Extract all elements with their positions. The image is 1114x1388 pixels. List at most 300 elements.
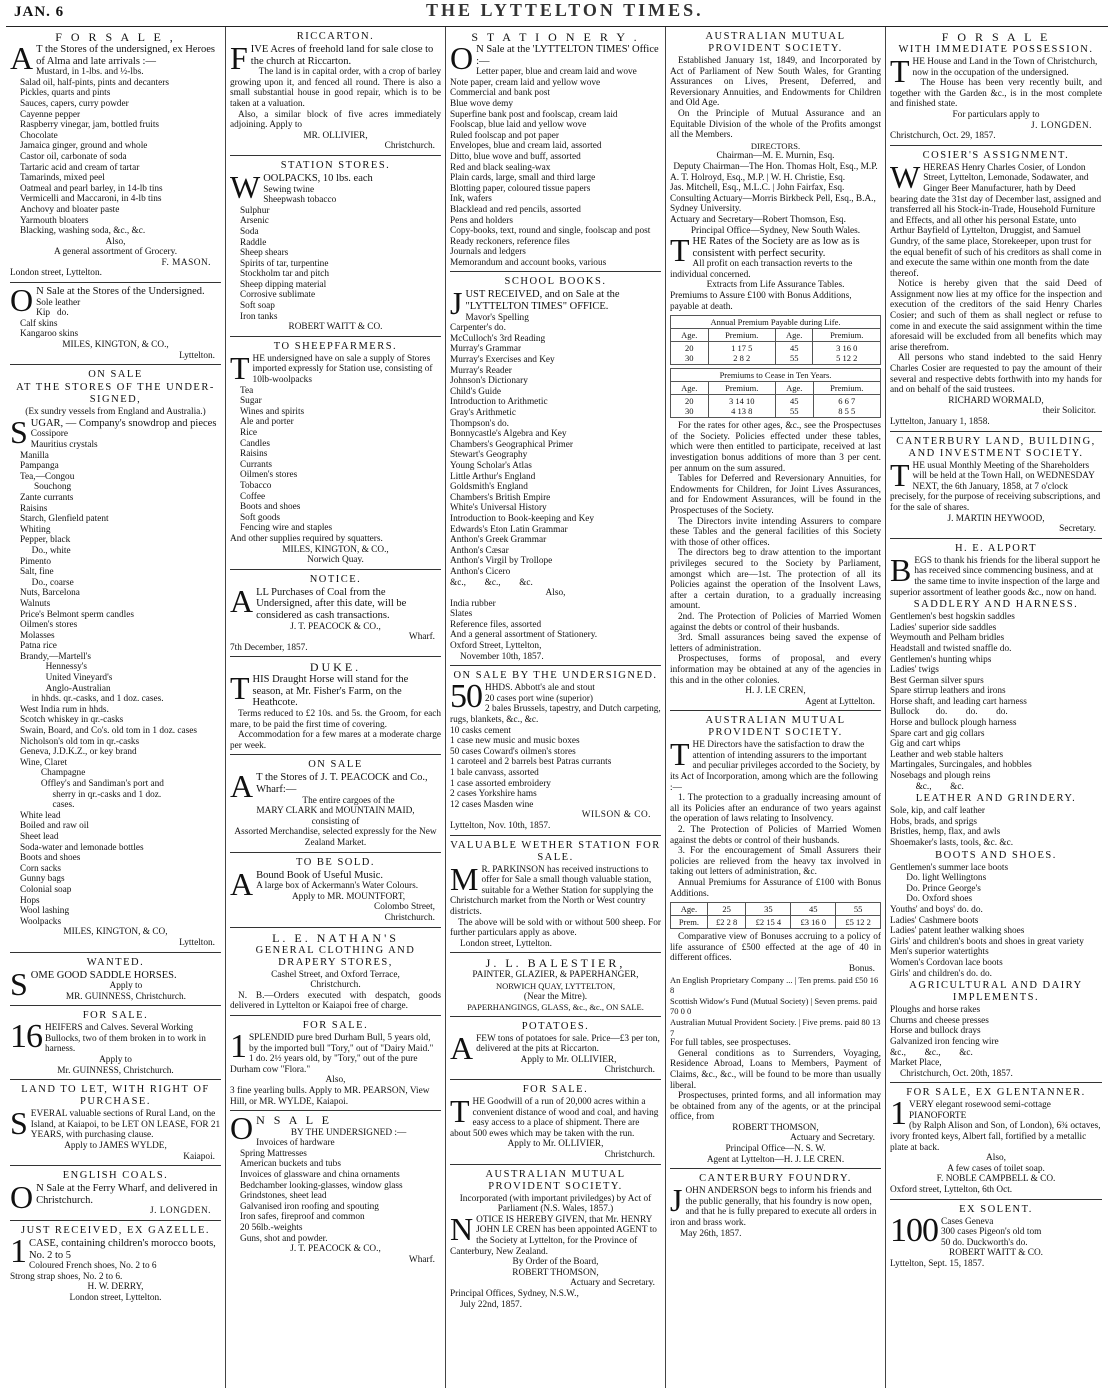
ad-body: (by Ralph Alison and Son, of London), 6¾ octaves, ivory fronted keys, Albert fall, fortified by a metallic plate at back. (890, 1121, 1101, 1153)
drop-cap: B (890, 551, 912, 588)
list-item: Sugar (240, 396, 262, 407)
list-item: Souchong (20, 482, 72, 493)
list-item: Bonnycastle's Algebra and Key (450, 429, 567, 440)
ad-location: Oxford street, Lyttelton, 6th Oct. (890, 1185, 1013, 1196)
list-item: Ladies' Cashmere boots (890, 915, 979, 926)
ad-lead: OTICE IS HEREBY GIVEN, that Mr. HENRY JOHN LE CREN has been appointed AGENT to the Society at Lyttelton, for the Province of Canterbury, New Zealand. (450, 1214, 657, 1257)
list-item: Gig and cart whips (890, 739, 961, 750)
ad-lead: CASE, containing children's morocco boots, No. 2 to 5 (29, 1238, 216, 1261)
ad-body: Premiums to Assure £100 with Bonus Additions, payable at death. (670, 291, 852, 312)
list-item: Murray's Grammar (450, 344, 522, 355)
ad-heading: ENGLISH COALS. (62, 1170, 169, 1182)
list-item: Raspberry vinegar, jam, bottled fruits (20, 120, 160, 131)
list-item: Coffee (240, 491, 266, 502)
column-5 (886, 27, 1106, 1388)
ad-line: Colombo Street, (374, 902, 435, 913)
list-item: Ladies' superior side saddles (890, 622, 997, 633)
item-list (890, 863, 1102, 980)
list-item: Ruled foolscap and pot paper (450, 130, 559, 141)
ad-amps-privileges (670, 711, 881, 1169)
ad-peacock-hardware (230, 1111, 441, 1268)
table-cell: Age. (671, 329, 709, 342)
list-item: Copy-books, text, round and single, foolscap and post (450, 226, 651, 237)
ad-body: For full tables, see prospectuses. (670, 1038, 791, 1049)
page-header (6, 2, 1108, 27)
column-1 (6, 27, 226, 1388)
ad-heading: AUSTRALIAN MUTUAL PROVIDENT SOCIETY. (705, 715, 846, 739)
ad-nathan (230, 928, 441, 1016)
list-item: Offley's and Sandiman's port and (20, 779, 164, 789)
ad-building-society (890, 432, 1102, 539)
list-item: Chocolate (20, 130, 58, 141)
list-item: 1 case assorted embroidery (450, 778, 551, 789)
ad-line: NORWICH QUAY, LYTTELTON, (495, 980, 616, 991)
list-item: White lead (20, 810, 61, 821)
ad-signature: H. W. DERRY, (87, 1282, 144, 1293)
ad-line: their Solicitor. (1042, 406, 1096, 417)
list-item: Ink, wafers (450, 194, 492, 205)
ad-lead: HEREAS Henry Charles Cosier, of London Street, Lyttelton, Lemonade, Sodawater, and Ginger Beer Manufacturer, hath by Deed bearing date the 31st day of December last, assigned and transferred all his Stock-in-Trade, Household Furniture and Effects, and all other his personal Estate, unto Arthur Bayfield of Lyttelton, Druggist, and Samuel Gundry, of the same place, Storekeeper, upon trust for the equal benefit of such of his creditors as shall come in and execute the same within one month from the date thereof. (890, 162, 1102, 279)
ad-heading: N S A L E (256, 1113, 333, 1128)
item-list (230, 185, 441, 323)
list-item: Sauces, capers, curry powder (20, 98, 129, 109)
list-item: And a general assortment of Stationery. (450, 630, 598, 641)
drop-cap: 50 (450, 678, 482, 716)
list-item: Raddle (240, 237, 267, 248)
ad-heading: POTATOES. (521, 1020, 590, 1032)
list-item: Murray's Reader (450, 365, 512, 376)
ad-lead: HE undersigned have on sale a supply of Stores imported expressly for Station use, consisting of (252, 353, 433, 375)
list-item: West India rum in hhds. (20, 704, 109, 715)
ad-date: Lyttelton, Nov. 10th, 1857. (450, 820, 551, 831)
table-cell: 3 16 0 5 12 2 (813, 342, 881, 365)
ad-heading: EX SOLENT. (959, 1203, 1033, 1215)
ad-body: 2. The Protection of Policies of Married Women against the debts or control of their husbands. (670, 825, 881, 846)
ad-signature: J. T. PEACOCK & CO., (290, 1244, 381, 1255)
list-item: &c., &c., &c. (890, 1047, 973, 1058)
table-cell: £5 12 2 (836, 916, 881, 929)
list-item: Sheet lead (20, 831, 59, 842)
ad-body: 2nd. The Protection of Policies of Married Women against the debts or control of their husbands. (670, 611, 881, 633)
table-cell: 45 (791, 903, 836, 916)
drop-cap: T (450, 1093, 470, 1130)
list-item: India rubber (450, 598, 496, 609)
list-item: Ditto, blue wove and buff, assorted (450, 151, 581, 162)
list-item: Molasses (20, 630, 55, 641)
list-item: Vermicelli and Maccaroni, in 4-lb tins (20, 194, 162, 205)
ad-signature: H. J. LE CREN, (745, 686, 806, 697)
ad-note: Incorporated (with important priviledges) by Act of Parliament (N.S. Wales, 1857.) (459, 1193, 652, 1215)
list-item: Anglo-Australian (20, 683, 111, 694)
ad-heading: CANTERBURY FOUNDRY. (699, 1173, 852, 1185)
list-item: in hhds. qr.-casks, and 1 doz. cases. (20, 694, 164, 705)
director-line: Actuary and Secretary—Robert Thomson, Esq. (670, 214, 846, 225)
table-cell: Age. (671, 903, 708, 916)
ad-heading: WANTED. (86, 956, 145, 968)
table-cell: £2 2 8 (707, 916, 746, 929)
ad-line: consisting of (311, 816, 360, 827)
list-item: Anthon's Cicero (450, 566, 511, 577)
table-row (671, 342, 881, 365)
ad-line: The entire cargoes of the (302, 795, 395, 806)
table-cell: Premium. (813, 382, 881, 395)
ad-lead: N Sale at the Ferry Wharf, and delivered in Christchurch. (36, 1183, 218, 1206)
ad-line: Principal Offices, Sydney, N.S.W., (450, 1288, 579, 1299)
list-item: Currants (240, 459, 273, 470)
ad-signature: WILSON & CO. (581, 810, 651, 821)
list-item: Cossipore (30, 429, 68, 440)
drop-cap: 1 (10, 1233, 26, 1270)
ad-lead: IVE Acres of freehold land for sale close to the church at Riccarton. (250, 44, 434, 67)
table-cell: 25 (707, 903, 746, 916)
list-item: Hobs, brads, and sprigs (890, 816, 978, 827)
also-label: Also, (105, 236, 126, 247)
ad-lead: Cases Geneva (941, 1216, 994, 1227)
list-item: Nuts, Barcelona (20, 588, 80, 599)
list-item: Tea (240, 385, 254, 396)
ad-land-to-let (10, 1080, 221, 1166)
list-item: &c., &c., &c. (450, 577, 533, 588)
list-item: Brandy,—Martell's (20, 651, 92, 662)
table-cell: £2 15 4 (746, 916, 791, 929)
ad-location: London street, Lyttelton. (10, 268, 102, 279)
item-list (890, 612, 1102, 792)
ad-signature: ROBERT THOMSON, (732, 1122, 819, 1133)
list-item: Manilla (20, 450, 49, 461)
ad-tail: A general assortment of Grocery. (53, 247, 178, 258)
list-item: Sewing twine (263, 184, 315, 195)
ad-line: Apply to (99, 1055, 132, 1066)
list-item: Guns, shot and powder. (240, 1233, 328, 1244)
ad-line: For particulars apply to (952, 109, 1040, 120)
ad-line: MR. GUINNESS, Christchurch. (65, 991, 186, 1002)
ad-heading: TO BE SOLD. (295, 856, 376, 868)
table-cell: Premium. (813, 329, 881, 342)
ad-subheading: PAINTER, GLAZIER, & PAPERHANGER, (472, 970, 639, 981)
list-item: Ploughs and horse rakes (890, 1005, 981, 1016)
list-item: Soda-water and lemonade bottles (20, 842, 144, 853)
item-list (10, 429, 221, 927)
directors-heading: DIRECTORS. (750, 140, 801, 151)
list-item: Salt, fine (20, 567, 54, 578)
drop-cap: S (10, 965, 28, 1002)
list-item: Blotting paper, coloured tissue papers (450, 183, 591, 194)
ad-lead: HIS Draught Horse will stand for the season, at Mr. Fisher's Farm, on the Heathcote. (252, 674, 409, 709)
drop-cap: F (230, 40, 248, 76)
list-item: Sheep shears (240, 248, 289, 259)
list-item: Pampanga (20, 461, 59, 472)
drop-cap: S (10, 413, 28, 450)
ad-heading: AUSTRALIAN MUTUAL PROVIDENT SOCIETY. (705, 31, 846, 54)
list-item: Hennessy's (20, 662, 88, 673)
ad-lead: EGS to thank his friends for the liberal support he has received since commencing business, and at the same time to invite inspection of the large and superior assortment of leather goods &c., now on hand. (890, 555, 1100, 598)
ad-body: All profit on each transaction reverts to the individual concerned. (670, 259, 853, 280)
ad-subheading: AT THE STORES OF THE UNDER-SIGNED, (16, 382, 215, 406)
list-item: Sole, kip, and calf leather (890, 806, 985, 817)
list-item: Introduction to Arithmetic (450, 397, 548, 408)
ad-location: Agent at Lyttelton. (805, 696, 875, 707)
ad-location: Wharf. (408, 632, 435, 643)
list-item: Coloured French shoes, No. 2 to 6 (29, 1261, 157, 1272)
also-label: Also, (325, 1075, 346, 1086)
list-item: Introduction to Book-keeping and Key (450, 513, 595, 524)
ad-duke (230, 657, 441, 755)
drop-cap: T (890, 53, 910, 89)
list-item: Tea,—Congou (20, 471, 75, 482)
ad-balestier (450, 953, 661, 1016)
ad-body: The House has been very recently built, and together with the Garden &c., is in the most complete and finished state. (890, 78, 1102, 110)
ad-line: Mr. GUINNESS, Christchurch. (57, 1065, 174, 1076)
ad-location: Lyttelton. (179, 350, 215, 361)
bonus-row: Australian Mutual Provident Society. | Five prems. paid 80 13 7 (670, 1016, 881, 1038)
ad-house-for-sale (890, 27, 1102, 146)
list-item: Slates (450, 609, 473, 620)
ad-line: MARY CLARK and MOUNTAIN MAID, (256, 806, 415, 817)
drop-cap: A (230, 768, 254, 805)
ad-body: General conditions as to Surrenders, Voyaging, Residence Abroad, Loans to Members, Payment of Claims, &c., &c., will be found to be more than usually liberal. (670, 1048, 881, 1091)
list-item: Sheep dipping material (240, 279, 327, 290)
ad-notice-coal (230, 570, 441, 658)
list-item: 1 bale canvass, assorted (450, 768, 539, 778)
list-item: Women's Cordovan lace boots (890, 957, 1003, 968)
ad-location: Norwich Quay. (307, 555, 364, 566)
list-item: Pimento (20, 556, 51, 567)
ad-canterbury-foundry (670, 1169, 881, 1242)
ad-heading: RICCARTON. (296, 31, 375, 42)
list-item: Stockholm tar and pitch (240, 269, 330, 280)
list-item: Boots and shoes (20, 853, 81, 864)
list-item: Stewart's Geography (450, 450, 528, 461)
list-item: Bedchamber looking-glasses, window glass (240, 1180, 403, 1191)
list-item: Reference files, assorted (450, 619, 542, 630)
list-item: Colonial soap (20, 884, 72, 895)
ad-stationery (450, 27, 661, 272)
list-item: Oilmen's stores (240, 470, 298, 481)
list-item: Soft goods (240, 512, 281, 523)
ad-signature: F. MASON. (161, 257, 211, 268)
ad-date: Lyttelton, Sept. 15, 1857. (890, 1259, 985, 1269)
drop-cap: T (670, 232, 690, 269)
list-item: Gentlemen's hunting whips (890, 654, 992, 665)
premium-table-life (670, 315, 881, 365)
list-item: Youths' and boys' do. do. (890, 904, 983, 915)
ad-gazelle (10, 1221, 221, 1307)
list-item: 2 cases Yorkshire hams (450, 789, 537, 800)
list-item: Grindstones, sheet lead (240, 1191, 327, 1202)
list-item: Horse and bullock plough harness (890, 718, 1017, 729)
ad-body: Extracts from Life Assurance Tables. (706, 280, 845, 291)
ad-signature: F. NOBLE CAMPBELL & CO. (936, 1174, 1056, 1185)
list-item: Gray's Arithmetic (450, 408, 516, 418)
ad-heading: ON SALE (308, 759, 363, 771)
ad-location: Oxford Street, Lyttelton, (450, 641, 542, 652)
ad-lead: UGAR, — Company's snowdrop and pieces (30, 417, 217, 429)
ad-lead: HEIFERS and Calves. Several Working Bullocks, two of them broken in to work in harness. (45, 1023, 206, 1055)
drop-cap: 1 (890, 1095, 906, 1133)
director-line: Principal Office—Sydney, New South Wales. (690, 225, 861, 236)
table-cell: 45 55 (775, 395, 813, 418)
ad-lead: HE usual Monthly Meeting of the Shareholders will be held at the Town Hall, on WEDNESDAY NEXT, the 6th January, 1858, at 7 o'clock precisely, for the purpose of receiving subscriptions, and for the sale of shares. (890, 460, 1101, 513)
ad-signature: MILES, KINGTON, & CO, (63, 927, 168, 938)
list-item: Pepper, black (20, 535, 71, 546)
list-item: Sole leather (36, 297, 81, 308)
ad-line: Apply to Mr. OLLIVIER, (520, 1054, 617, 1065)
ad-body: The land is in capital order, with a crop of barley growing upon it, and fenced all round. There is also a small substantial house in good repair, which is to be taken at a valuation. (230, 67, 441, 109)
list-item: Oilmen's stores (20, 620, 78, 631)
list-item: 2 bales Brussels, tapestry, and Dutch carpeting, rugs, blankets, &c., &c. (450, 704, 664, 726)
ad-line: Agent at Lyttelton—H. J. LE CREN. (706, 1154, 845, 1165)
list-item: Yarmouth bloaters (20, 215, 89, 226)
list-item: 10lb-woolpacks (252, 375, 312, 386)
ad-body: Prospectuses, printed forms, and all information may be obtained from any of the agents, or at the principal office, from (670, 1091, 881, 1123)
list-item: Churns and cheese presses (890, 1015, 989, 1026)
drop-cap: W (230, 168, 261, 205)
director-line: Deputy Chairman—The Hon. Thomas Holt, Esq., M.P. (673, 161, 878, 172)
ad-heading: S T A T I O N E R Y . (471, 30, 640, 44)
ad-heading: J. L. BALESTIER, (485, 956, 626, 971)
list-item: 20 cases port wine (superior) (485, 693, 593, 704)
ad-potatoes (450, 1017, 661, 1080)
director-line: A. T. Holroyd, Esq., M.P. | W. H. Christie, Esq. (670, 172, 846, 183)
list-item: Iron tanks (240, 311, 278, 322)
ad-line: Apply to (109, 981, 143, 992)
list-item: Corn sacks (20, 863, 62, 874)
ad-amps-agent (450, 1165, 661, 1314)
ad-line: A few cases of toilet soap. (947, 1163, 1045, 1174)
list-item: Soda (240, 226, 259, 237)
table-cell: 20 30 (671, 395, 709, 418)
list-item: Fencing wire and staples (240, 523, 333, 534)
item-list (890, 1005, 1102, 1058)
ad-date: Christchurch, Oct. 20th, 1857. (900, 1068, 1013, 1079)
drop-cap: J (670, 1182, 683, 1219)
drop-cap: W (890, 158, 921, 195)
list-item: Note paper, cream laid and yellow wove (450, 77, 601, 88)
ad-line: July 22nd, 1857. (460, 1299, 522, 1310)
ad-body: For the rates for other ages, &c., see the Prospectuses of the Society. Policies effected under these tables, which were then entitled to participate, received at last investigation bonus additions of more than 3 per cent. per annum on the sum assured. (670, 421, 881, 474)
list-item: Commercial and bank post (450, 88, 550, 99)
ad-body: 3rd. Small assurances being saved the expense of letters of administration. (670, 633, 881, 654)
ad-lead: HHDS. Abbott's ale and stout (485, 683, 595, 694)
list-item: 300 cases Pigeon's old tom (941, 1227, 1042, 1238)
table-title: Premiums to Cease in Ten Years. (671, 369, 881, 382)
list-item: Do., coarse (20, 577, 74, 588)
list-item: Chambers's Geographical Primer (450, 439, 574, 450)
ad-line: Christchurch. (604, 1065, 655, 1076)
list-item: Galvanized iron fencing wire (890, 1036, 999, 1047)
ad-heading: FOR SALE. (522, 1084, 589, 1096)
ad-riccarton (230, 27, 441, 156)
list-item: Invoices of glassware and china ornaments (240, 1170, 400, 1181)
ad-lead: HE Directors have the satisfaction to draw the attention of intending assurers to the important and peculiar privileges accorded to the Society, by its Act of Incorporation, among which are the following :— (670, 740, 880, 793)
ad-signature: MR. OLLIVIER, (303, 130, 368, 141)
ad-body: A large box of Ackermann's Water Colours. (256, 881, 419, 892)
list-item: Memorandum and account books, various (450, 257, 607, 268)
drop-cap: O (450, 40, 474, 76)
ad-lead: HE Rates of the Society are as low as is consistent with perfect security. (692, 236, 860, 259)
ad-line: Christchurch. (604, 1150, 655, 1161)
ad-heading: VALUABLE WETHER STATION FOR SALE. (450, 839, 661, 863)
list-item: Gunny bags (20, 874, 65, 885)
table-cell: Age. (775, 329, 813, 342)
list-item: Boots and shoes (240, 502, 301, 513)
ad-signature: J. T. PEACOCK & CO., (290, 621, 381, 632)
ad-signature: ROBERT WAITT & CO. (949, 1248, 1043, 1259)
ad-location: Wharf. (408, 1254, 435, 1265)
list-item: Headstall and twisted snaffle do. (890, 643, 1012, 654)
list-item: Candles (240, 438, 270, 449)
ad-cosier-assignment (890, 146, 1102, 432)
list-item: Thompson's do. (450, 418, 510, 429)
ad-durham-bull (230, 1016, 441, 1111)
ad-signature: J. LONGDEN. (149, 1206, 211, 1217)
ad-body: 3. For the encouragement of Small Assurers their policies are relieved from the heavy tax involved in taking out letters of administration, &c. (670, 846, 881, 878)
masthead-title: THE LYTTELTON TIMES. (426, 0, 704, 20)
drop-cap: T (230, 670, 250, 707)
list-item: Jamaica ginger, ground and whole (20, 141, 148, 152)
list-item: Spirits of tar, turpentine (240, 258, 329, 269)
ad-body: On the Principle of Mutual Assurance and an Equitable Division of the whole of the Profits amongst all the Members. (670, 108, 881, 141)
list-item: Wine, Claret (20, 757, 68, 768)
section-heading: LEATHER AND GRINDERY. (915, 793, 1077, 805)
item-list (10, 298, 221, 340)
ad-lead: N Sale at the 'LYTTELTON TIMES' Office :— (476, 44, 659, 67)
bonus-row: Scottish Widow's Fund (Mutual Society) | Seven prems. paid 70 0 0 (670, 995, 877, 1017)
list-item: Raisins (240, 449, 268, 460)
ad-on-sale-stores (10, 365, 221, 952)
item-list (450, 313, 661, 588)
ad-line: Cashel Street, and Oxford Terrace, (271, 969, 400, 980)
list-item: Pens and holders (450, 215, 514, 226)
ad-lead: VERY elegant rosewood semi-cottage PIANOFORTE (909, 1100, 1051, 1121)
ad-lead: SPLENDID pure bred Durham Bull, 5 years old, by the imported bull "Tory," out of "Dairy Maid." (249, 1032, 434, 1054)
list-item: Oatmeal and pearl barley, in 14-lb tins (20, 183, 163, 194)
list-item: 20 56lb.-weights (240, 1223, 303, 1234)
ad-sheepfarmers (230, 337, 441, 570)
ad-line: PAPERHANGINGS, GLASS, &c., &c., ON SALE. (467, 1002, 644, 1013)
list-item: Murray's Exercises and Key (450, 355, 555, 366)
ad-date: May 26th, 1857. (680, 1228, 742, 1239)
director-line: Chairman—M. E. Murnin, Esq. (716, 151, 835, 162)
list-item: Little Arthur's England (450, 471, 536, 482)
list-item: Iron safes, fireproof and common (240, 1212, 365, 1223)
item-list (10, 67, 221, 237)
list-item: Ladies' twigs (890, 665, 939, 676)
ad-school-books (450, 272, 661, 666)
list-item: Carpenter's do. (450, 323, 506, 334)
list-item: Men's superior watertights (890, 947, 989, 958)
ad-line: Apply to MR. MOUNTFORT, (291, 891, 406, 902)
list-item: Whiting (20, 524, 51, 535)
list-item: Scotch whiskey in qr.-casks (20, 715, 124, 726)
list-item: 1 case new music and music boxes (450, 736, 580, 747)
ad-leather-sale (10, 283, 221, 365)
list-item: Gentlemen's best hogskin saddles (890, 612, 1015, 623)
director-line: Consulting Actuary—Morris Birkbeck Pell, Esq., B.A., Sydney University. (670, 193, 876, 215)
drop-cap: 100 (890, 1211, 938, 1249)
list-item: Patna rice (20, 641, 57, 652)
list-item: American buckets and tubs (240, 1159, 341, 1170)
ad-lead: UST RECEIVED, and on Sale at the "LYTTELTON TIMES" OFFICE. (465, 289, 620, 313)
ad-subheading: GENERAL CLOTHING AND DRAPERY STORES, (255, 944, 416, 968)
list-item: Ready reckoners, reference files (450, 236, 570, 247)
list-item: Tartaric acid and cream of tartar (20, 162, 140, 173)
list-item: Kangaroo skins (20, 329, 79, 340)
column-4 (666, 27, 886, 1388)
ad-wether-station (450, 836, 661, 954)
ad-line: Christchurch. (384, 912, 435, 923)
ad-alport (890, 539, 1102, 1084)
